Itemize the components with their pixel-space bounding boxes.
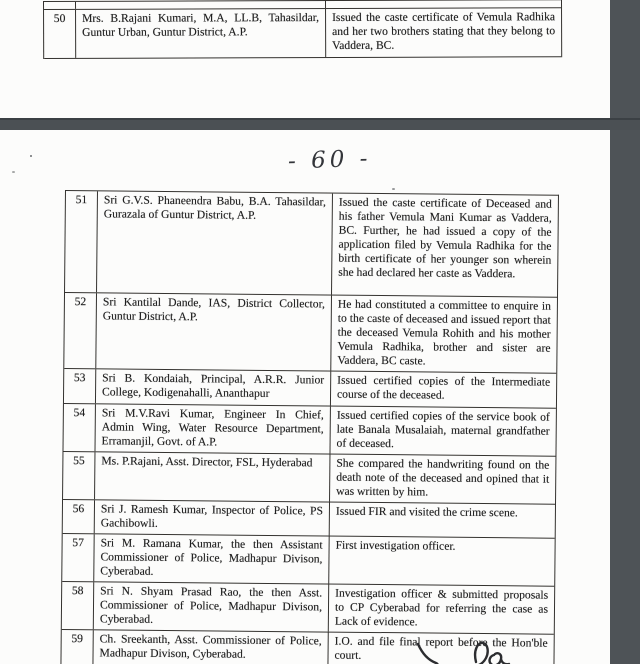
table-row: [65, 191, 558, 298]
serial-cell: 51: [65, 191, 98, 292]
serial-cell: 53: [64, 369, 96, 403]
witness-cell: Ms. P.Rajani, Asst. Director, FSL, Hyderabad: [95, 452, 330, 501]
description-cell: Issued the caste certificate of Vemula Radhika and her two brothers stating that they belong to Vaddera, BC.: [332, 10, 556, 52]
witness-cell: Sri M. Ramana Kumar, the then Assistant Commissioner of Police, Madhapur Divison, Cyberabad.: [94, 534, 329, 583]
description-cell: First investigation officer.: [335, 538, 456, 553]
handwritten-page-number: - 60 -: [287, 145, 372, 175]
witness-table-fragment: [43, 0, 562, 59]
witness-table: [60, 190, 559, 664]
serial-cell: 59: [61, 630, 93, 664]
table-row: [63, 404, 555, 457]
witness-cell: Sri B. Kondaiah, Principal, A.R.R. Junior College, Kodigenahalli, Ananthapur: [96, 369, 331, 405]
description-cell: Issued certified copies of the service book of late Banala Musalaiah, maternal grandfather of deceased.: [336, 408, 550, 451]
description-cell: Issued certified copies of the Intermediate course of the deceased.: [336, 373, 551, 402]
witness-cell: Sri N. Shyam Prasad Rao, the then Asst. Commissioner of Police, Madhapur Divison, Cyberabad.: [94, 582, 329, 631]
serial-cell: 56: [63, 500, 95, 533]
table-row: [44, 8, 561, 59]
serial-cell: 57: [62, 534, 94, 581]
table-row: [64, 293, 557, 374]
description-cell: She compared the handwriting found on the death note of the deceased and opined that it was written by him.: [336, 456, 550, 499]
page-fragment-previous: [0, 0, 610, 118]
description-cell: He had constituted a committee to enquire in to the caste of deceased and issued report that the deceased Vemula Rohith and his mother Vemula Radhika, brother and sister are Vaddera, BC caste.: [337, 297, 551, 368]
witness-cell: Mrs. B.Rajani Kumari, M.A, LL.B, Tahasildar, Guntur Urban, Guntur District, A.P.: [76, 9, 326, 58]
page-separator: [0, 118, 640, 130]
description-cell: [326, 0, 561, 8]
witness-cell: Sri J. Ramesh Kumar, Inspector of Police, PS Gachibowli.: [95, 500, 330, 535]
serial-cell: 55: [63, 452, 95, 499]
witness-cell: Ch. Sreekanth, Asst. Commissioner of Police, Madhapur Divison, Cyberabad.: [93, 630, 328, 664]
scan-speckle: [30, 155, 32, 157]
description-cell: I.O. and file final report before the Hon'ble court.: [334, 634, 548, 662]
serial-cell: 52: [64, 293, 97, 368]
table-row: [63, 500, 555, 539]
witness-cell: Sri Kantilal Dande, IAS, District Collector, Guntur District, A.P.: [96, 293, 332, 370]
serial-cell: [44, 2, 76, 9]
scan-speckle: [12, 171, 15, 173]
witness-cell: [76, 1, 326, 9]
witness-cell: Sri M.V.Ravi Kumar, Engineer In Chief, Admin Wing, Water Resource Department, Erramanjil, Govt. of A.P.: [95, 404, 330, 453]
table-row: [64, 369, 556, 409]
scan-speckle: [392, 188, 395, 190]
witness-cell: Sri G.V.S. Phaneendra Babu, B.A. Tahasildar, Gurazala of Guntur District, A.P.: [97, 191, 333, 294]
description-cell: Issued the caste certificate of Deceased and his father Vemula Mani Kumar as Vaddera, BC. Further, he had issued a copy of the application filed by Vemula Radhika for the birth certificate of her younger son wherein she had declared her caste as Vaddera.: [338, 195, 552, 281]
page-60: [0, 130, 610, 664]
table-row: [62, 534, 554, 587]
table-row: [62, 582, 554, 635]
description-cell: Issued FIR and visited the crime scene.: [335, 504, 518, 520]
table-row: [63, 452, 555, 505]
serial-cell: 54: [63, 404, 95, 451]
serial-cell: 58: [62, 582, 94, 629]
serial-cell: 50: [44, 10, 76, 58]
description-cell: Investigation officer & submitted proposals to CP Cyberabad for referring the case as Lack of evidence.: [334, 586, 549, 629]
signature-scribble: [412, 638, 532, 664]
